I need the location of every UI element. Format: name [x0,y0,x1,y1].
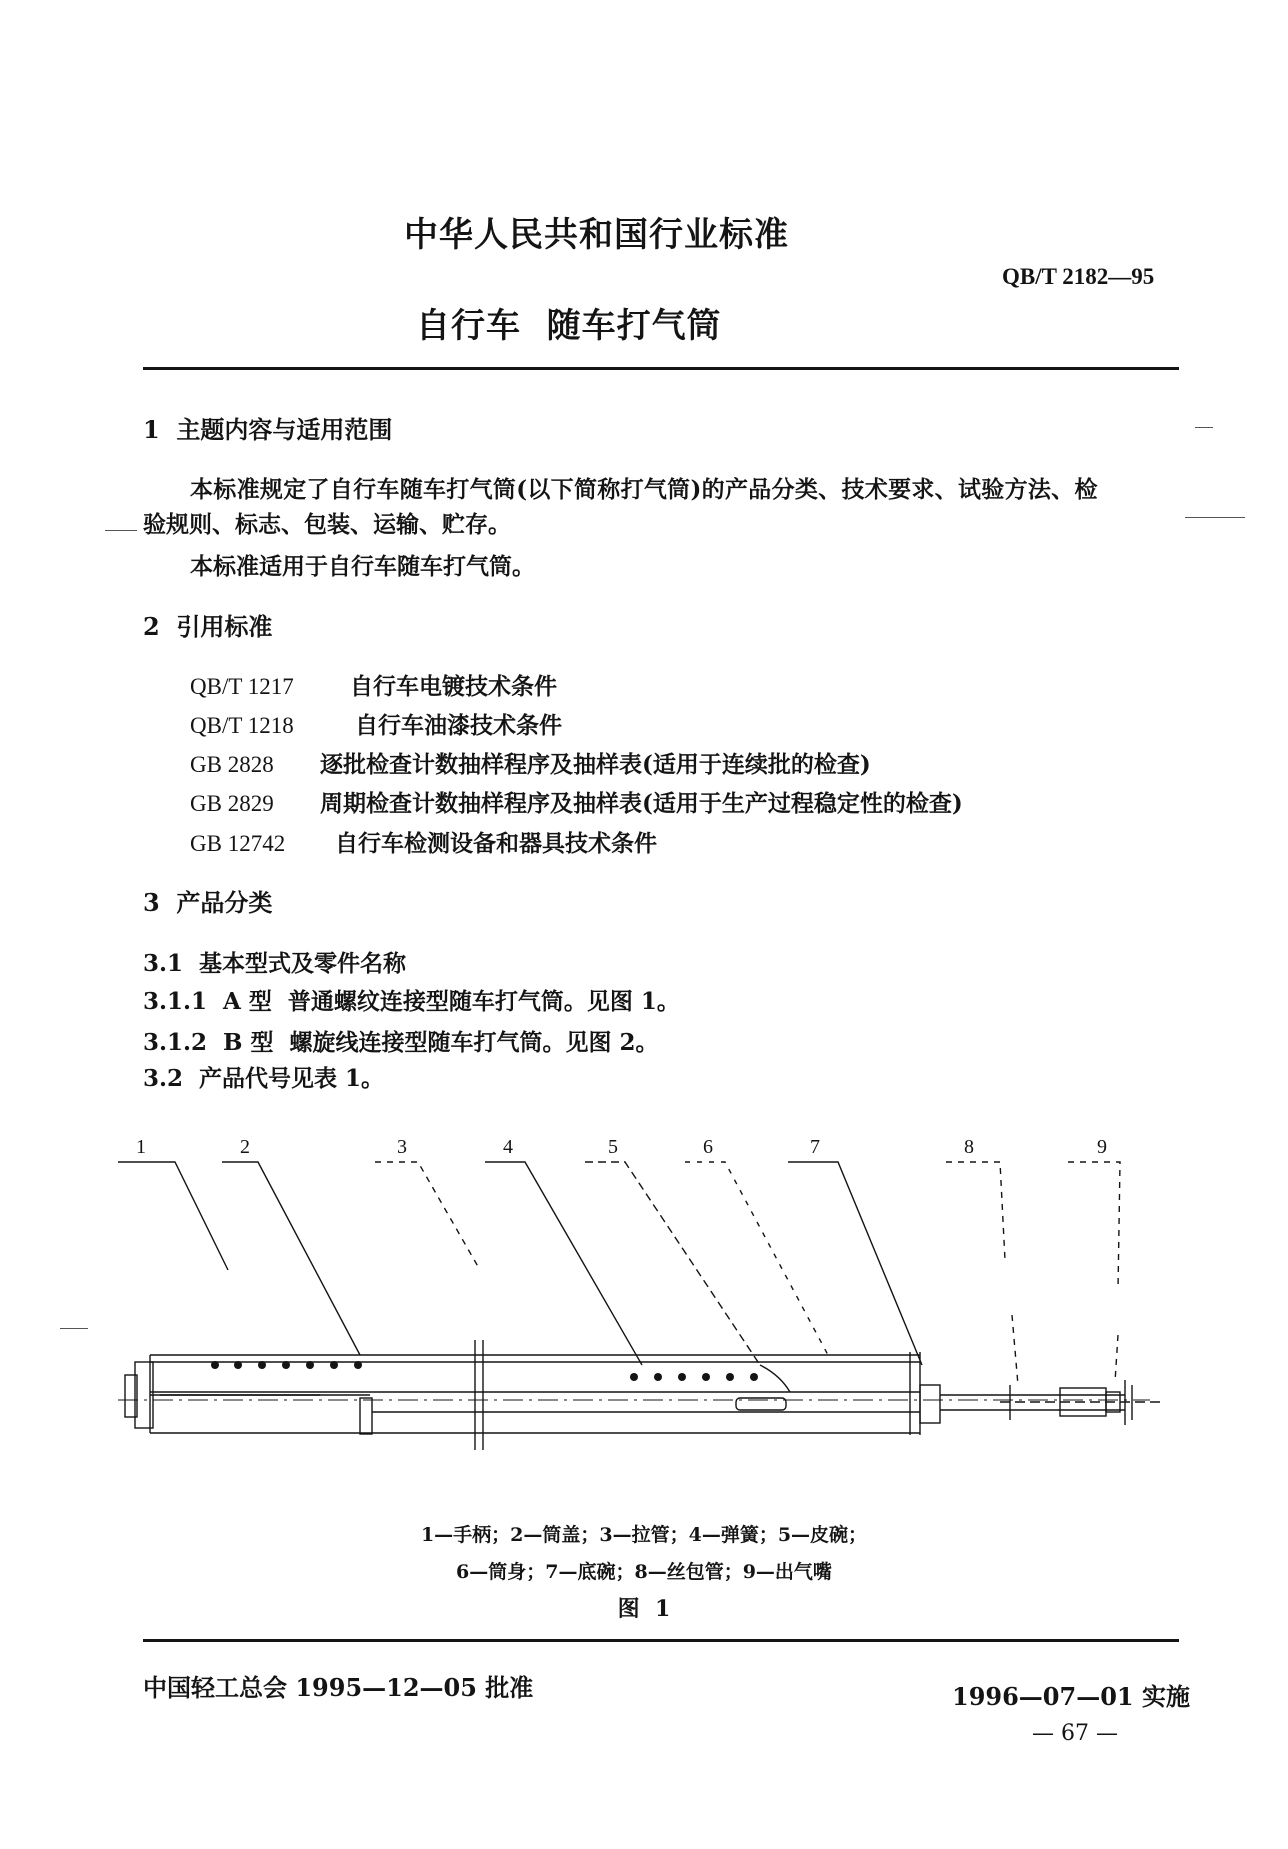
reference-code: GB 2828 [190,752,274,777]
section-3-1-1: 3.1.1 A 型 普通螺纹连接型随车打气筒。见图 1。 [143,988,680,1015]
pump-diagram [0,1130,1288,1460]
pull-tube [360,1398,920,1434]
scan-noise [105,530,137,531]
piston-cup [736,1365,790,1410]
approval-line: 中国轻工总会 1995—12—05 批准 [143,1673,534,1702]
reference-title: 自行车电镀技术条件 [350,673,557,700]
section-1-para1-line2: 验规则、标志、包装、运输、贮存。 [143,511,511,538]
leader-3 [375,1162,480,1270]
callout-7: 7 [810,1136,820,1158]
section-3-heading: 3 产品分类 [143,888,273,917]
reference-code: QB/T 1217 [190,674,294,699]
callout-1: 1 [136,1136,146,1158]
callout-3: 3 [397,1136,407,1158]
callout-8: 8 [964,1136,974,1158]
reference-row [190,825,657,858]
spring-coils [211,1361,758,1381]
scan-noise [1195,427,1213,428]
reference-title: 逐批检查计数抽样程序及抽样表(适用于连续批的检查) [320,751,871,778]
section-1-heading: 1 主题内容与适用范围 [143,415,393,444]
callout-5: 5 [608,1136,618,1158]
scan-noise [60,1328,88,1329]
section-3-2: 3.2 产品代号见表 1。 [143,1065,385,1092]
section-1-para2: 本标准适用于自行车随车打气筒。 [190,553,535,580]
scan-noise [1185,517,1245,518]
figure-legend-line1: 1—手柄；2—筒盖；3—拉管；4—弹簧；5—皮碗； [420,1524,868,1546]
leader-5 [585,1162,760,1365]
leader-1 [118,1162,228,1270]
callout-6: 6 [703,1136,713,1158]
section-3-1-2: 3.1.2 B 型 螺旋线连接型随车打气筒。见图 2。 [143,1029,659,1056]
reference-title: 自行车油漆技术条件 [355,712,562,739]
leader-9 [1068,1162,1120,1382]
leader-7 [788,1162,922,1365]
org-title: 中华人民共和国行业标准 [404,215,789,255]
callout-2: 2 [240,1136,250,1158]
section-1-para1-line1: 本标准规定了自行车随车打气筒(以下简称打气筒)的产品分类、技术要求、试验方法、检 [190,476,1098,503]
page-number: — 67 — [1032,1721,1118,1746]
callout-4: 4 [503,1136,513,1158]
leader-6 [685,1162,828,1355]
leader-2 [222,1162,360,1355]
reference-code: GB 12742 [190,831,286,856]
reference-title: 周期检查计数抽样程序及抽样表(适用于生产过程稳定性的检查) [320,790,963,817]
reference-code: GB 2829 [190,791,274,816]
handle [125,1362,370,1428]
callout-9: 9 [1097,1136,1107,1158]
reference-code: QB/T 1218 [190,713,294,738]
reference-row [190,746,871,779]
effective-line: 1996—07—01 实施 [952,1682,1190,1711]
section-3-1: 3.1 基本型式及零件名称 [143,950,407,977]
leader-4 [485,1162,642,1365]
header-rule [143,367,1179,370]
reference-title: 自行车检测设备和器具技术条件 [335,830,657,857]
leader-8 [946,1162,1018,1385]
reference-row [190,707,562,740]
standard-code: QB/T 2182—95 [1002,264,1155,289]
doc-title: 自行车 随车打气筒 [416,306,722,346]
figure-caption: 图 1 [617,1596,671,1622]
figure-legend-line2: 6—筒身；7—底碗；8—丝包管；9—出气嘴 [456,1561,832,1583]
section-2-heading: 2 引用标准 [143,612,273,641]
reference-row [190,668,557,701]
reference-row [190,785,963,818]
footer-rule [143,1639,1179,1642]
outlet-hose [920,1380,1160,1425]
